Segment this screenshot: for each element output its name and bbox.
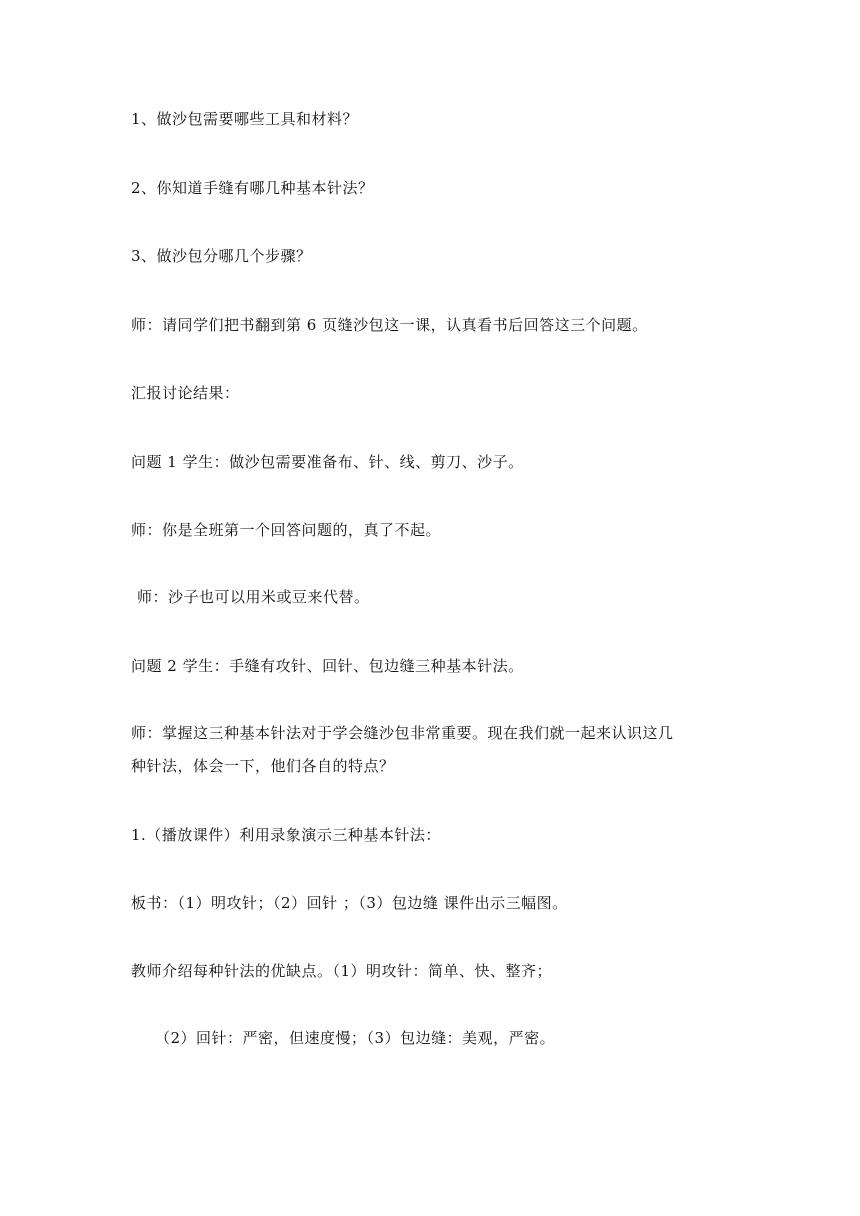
stitch-pros-cons-line-1: 教师介绍每种针法的优缺点。（1）明攻针：简单、快、整齐；: [131, 962, 553, 980]
blackboard-notes: 板书：（1）明攻针；（2）回针 ；（3）包边缝 课件出示三幅图。: [131, 894, 568, 912]
answer-question-1: 问题 1 学生：做沙包需要准备布、针、线、剪刀、沙子。: [131, 453, 524, 471]
discussion-results-heading: 汇报讨论结果：: [131, 384, 240, 402]
video-demo-step: 1.（播放课件）利用录象演示三种基本针法：: [131, 826, 441, 844]
teacher-praise: 师：你是全班第一个回答问题的，真了不起。: [131, 521, 442, 539]
teacher-instruction: 师：请同学们把书翻到第 6 页缝沙包这一课，认真看书后回答这三个问题。: [131, 316, 648, 334]
teacher-explanation-line-1: 师：掌握这三种基本针法对于学会缝沙包非常重要。现在我们就一起来认识这几: [131, 724, 674, 742]
question-3: 3、做沙包分哪几个步骤？: [131, 247, 312, 265]
stitch-pros-cons-line-2: （2）回针：严密，但速度慢；（3）包边缝：美观，严密。: [155, 1029, 556, 1047]
answer-question-2: 问题 2 学生：手缝有攻针、回针、包边缝三种基本针法。: [131, 657, 524, 675]
question-1: 1、做沙包需要哪些工具和材料？: [131, 110, 359, 128]
teacher-explanation-line-2: 种针法，体会一下，他们各自的特点？: [131, 757, 395, 775]
teacher-note-sand: 师：沙子也可以用米或豆来代替。: [137, 588, 370, 606]
question-2: 2、你知道手缝有哪几种基本针法？: [131, 179, 374, 197]
